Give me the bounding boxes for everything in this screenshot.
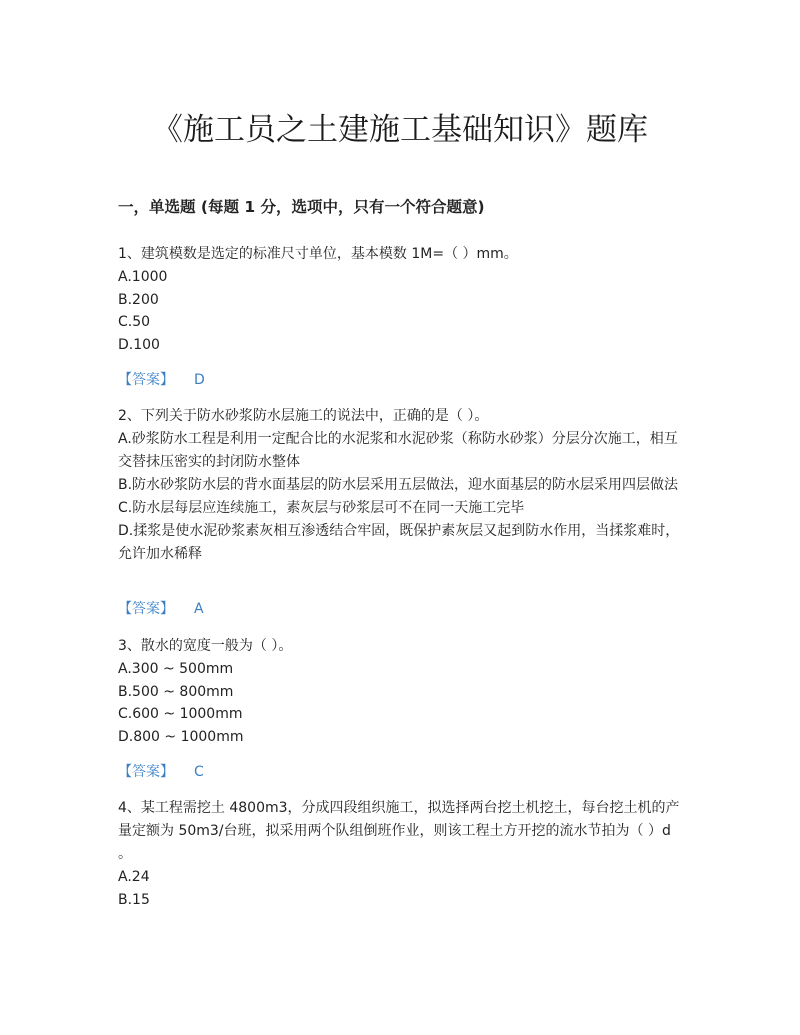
- answer-value: A: [194, 601, 204, 617]
- option-c: C.600 ~ 1000mm: [118, 706, 243, 722]
- option-a: A.砂浆防水工程是利用一定配合比的水泥浆和水泥砂浆（称防水砂浆）分层分次施工，相互交替抹压密实的封闭防水整体: [118, 431, 678, 470]
- question-3: [118, 635, 690, 748]
- answer-2: [118, 598, 204, 620]
- question-stem: 1、建筑模数是选定的标准尺寸单位，基本模数 1M=（ ）mm。: [118, 246, 518, 262]
- question-stem: 2、下列关于防水砂浆防水层施工的说法中，正确的是（ ）。: [118, 408, 489, 424]
- answer-1: [118, 369, 205, 391]
- question-1: [118, 243, 690, 356]
- question-4: [118, 797, 690, 911]
- answer-label: 【答案】: [118, 601, 174, 617]
- answer-value: D: [194, 372, 205, 388]
- question-stem-line-3: 。: [118, 846, 132, 862]
- answer-label: 【答案】: [118, 764, 174, 780]
- question-stem-line-2: 量定额为 50m3/台班，拟采用两个队组倒班作业，则该工程土方开挖的流水节拍为（ ）d: [118, 823, 671, 839]
- option-d: D.揉浆是使水泥砂浆素灰相互渗透结合牢固，既保护素灰层又起到防水作用，当揉浆难时，允许加水稀释: [118, 523, 680, 562]
- question-stem-line-1: 4、某工程需挖土 4800m3，分成四段组织施工，拟选择两台挖土机挖土，每台挖土机的产: [118, 800, 680, 816]
- option-d: D.100: [118, 336, 160, 353]
- answer-3: [118, 761, 204, 783]
- answer-value: C: [194, 764, 204, 780]
- option-a: A.1000: [118, 269, 168, 285]
- document-title: 《施工员之土建施工基础知识》题库: [152, 112, 648, 148]
- option-b: B.500 ~ 800mm: [118, 683, 234, 700]
- answer-label: 【答案】: [118, 372, 174, 388]
- option-b: B.200: [118, 291, 159, 308]
- option-d: D.800 ~ 1000mm: [118, 728, 244, 745]
- option-a: A.300 ~ 500mm: [118, 661, 234, 677]
- option-b: B.15: [118, 891, 150, 908]
- option-b: B.防水砂浆防水层的背水面基层的防水层采用五层做法，迎水面基层的防水层采用四层做法: [118, 477, 679, 493]
- section-heading: 一，单选题 (每题 1 分，选项中，只有一个符合题意): [118, 198, 485, 216]
- option-c: C.防水层每层应连续施工，素灰层与砂浆层可不在同一天施工完毕: [118, 500, 525, 516]
- option-c: C.50: [118, 314, 151, 330]
- question-2: [118, 405, 690, 566]
- option-a: A.24: [118, 869, 150, 885]
- question-stem: 3、散水的宽度一般为（ ）。: [118, 638, 293, 654]
